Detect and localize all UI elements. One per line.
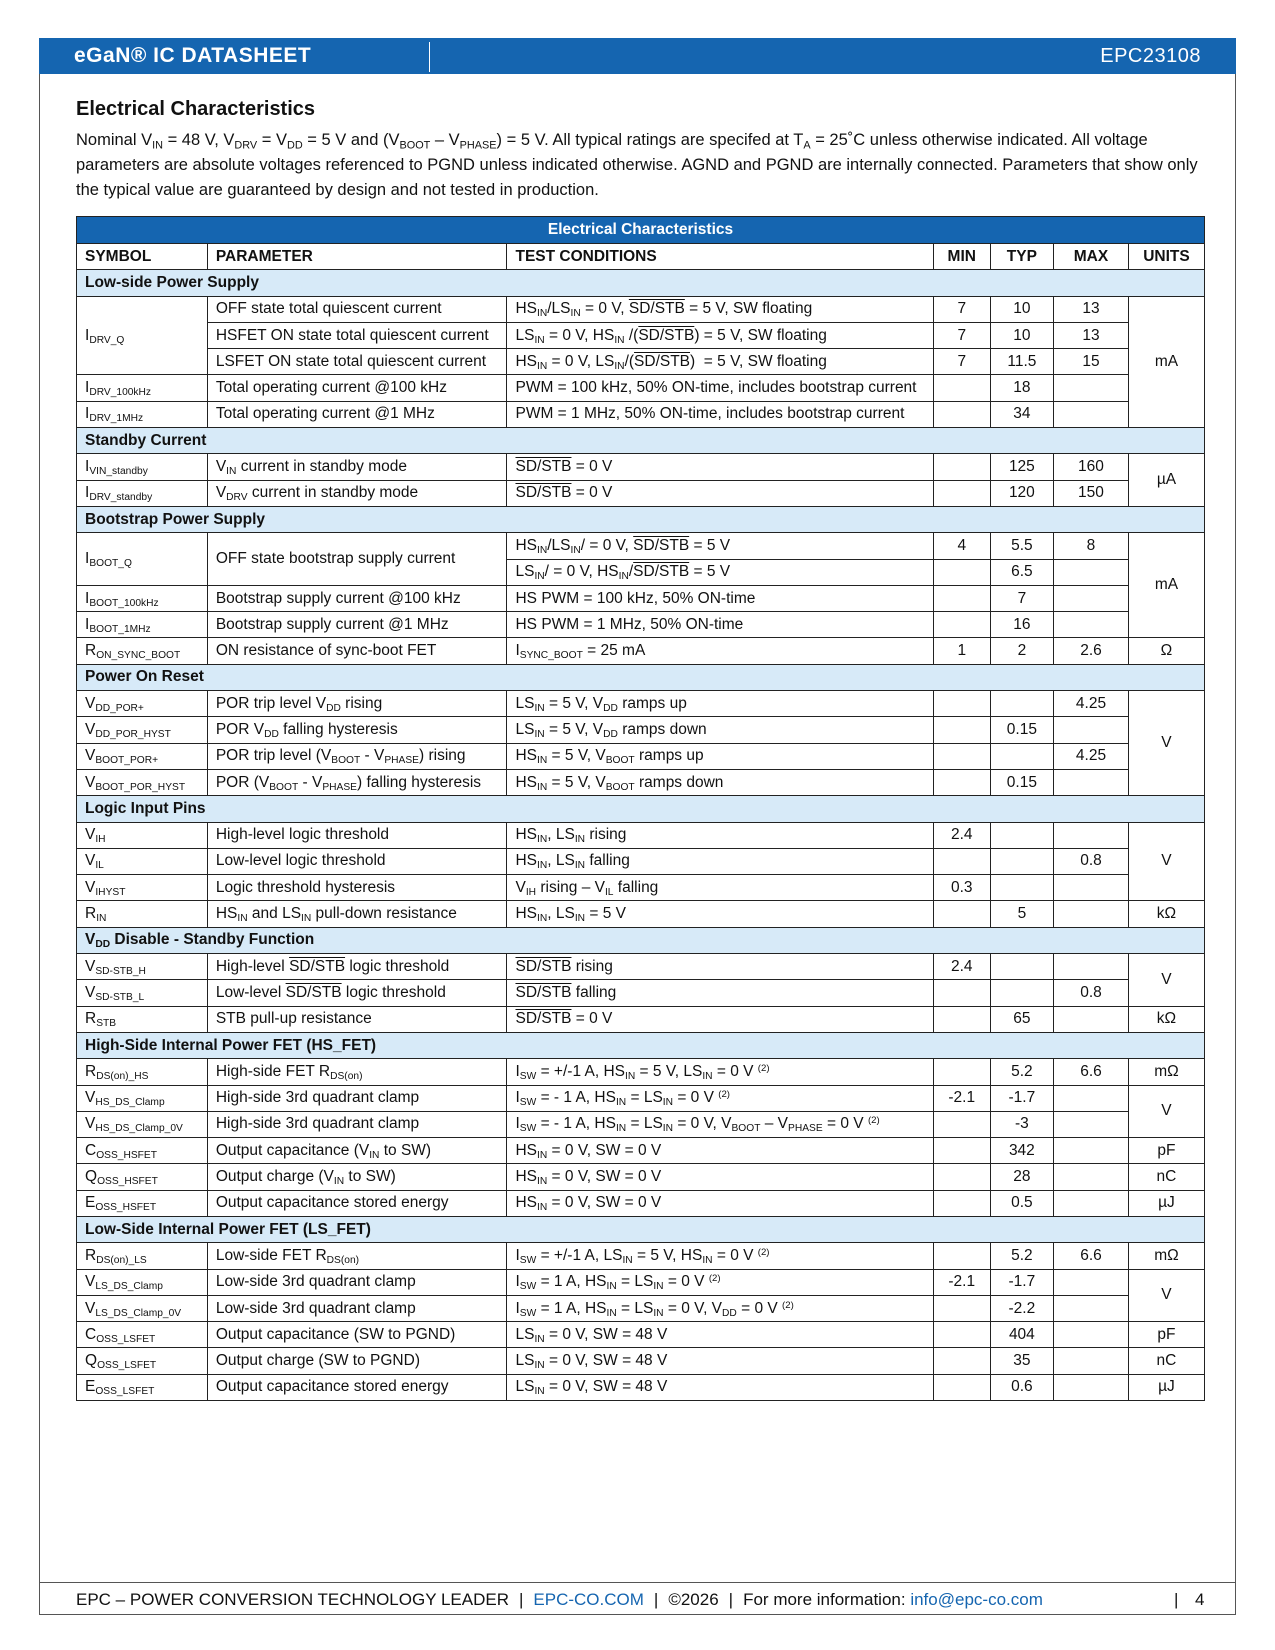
- parameter-cell: OFF state bootstrap supply current: [207, 533, 507, 586]
- col-max: MAX: [1054, 244, 1129, 270]
- parameter-cell: Output capacitance (SW to PGND): [207, 1322, 507, 1348]
- section-bootstrap-supply: Bootstrap Power Supply: [77, 506, 1205, 532]
- symbol-cell: $I_{DRV\_Q}$: [77, 296, 208, 375]
- conditions-cell: $I_{SW} = +/-1$ A, $HS_{IN} = 5$ V, $LS_{IN} = 0$ V $^{(2)}$: [507, 1059, 933, 1085]
- parameter-cell: Low-level SD/STB logic threshold: [207, 980, 507, 1006]
- symbol-cell: $Q_{OSS\_HSFET}$: [77, 1164, 208, 1190]
- parameter-cell: POR $(V_{BOOT} - V_{PHASE})$ falling hysteresis: [207, 769, 507, 795]
- symbol-cell: $R_{IN}$: [77, 901, 208, 927]
- typ-cell: 5.2: [990, 1059, 1053, 1085]
- datasheet-header: [39, 38, 1236, 74]
- typ-cell: 0.15: [990, 717, 1053, 743]
- conditions-cell: $I_{SW} = +/-1$ A, $LS_{IN} = 5$ V, $HS_{IN} = 0$ V $^{(2)}$: [507, 1243, 933, 1269]
- symbol-cell: $I_{DRV\_100kHz}$: [77, 375, 208, 401]
- header-brand: eGaN® IC DATASHEET: [74, 44, 312, 67]
- footer-site-link[interactable]: EPC-CO.COM: [533, 1590, 644, 1609]
- typ-cell: 11.5: [990, 349, 1053, 375]
- symbol-cell: $V_{DD\_POR\_HYST}$: [77, 717, 208, 743]
- min-cell: 7: [933, 296, 990, 322]
- footer: EPC – POWER CONVERSION TECHNOLOGY LEADER | EPC-CO.COM | ©2026 | For more information: info@epc-co.com: [76, 1590, 1043, 1609]
- conditions-cell: HS PWM = 100 kHz, 50% ON-time: [507, 585, 933, 611]
- typ-cell: 342: [990, 1138, 1053, 1164]
- parameter-cell: POR $V_{DD}$ falling hysteresis: [207, 717, 507, 743]
- min-cell: 2.4: [933, 954, 990, 980]
- symbol-cell: $V_{LS\_DS\_Clamp}$: [77, 1269, 208, 1295]
- typ-cell: 65: [990, 1006, 1053, 1032]
- typ-cell: 2: [990, 638, 1053, 664]
- symbol-cell: $I_{BOOT\_100kHz}$: [77, 585, 208, 611]
- parameter-cell: $V_{DRV}$ current in standby mode: [207, 480, 507, 506]
- electrical-characteristics-table: [76, 216, 1205, 1401]
- conditions-cell: $LS_{IN}/ = 0$ V, $HS_{IN}/SD$/STB = 5 V: [507, 559, 933, 585]
- conditions-cell: SD/STB falling: [507, 980, 933, 1006]
- conditions-cell: PWM = 100 kHz, 50% ON-time, includes bootstrap current: [507, 375, 933, 401]
- typ-cell: 0.15: [990, 769, 1053, 795]
- min-cell: 1: [933, 638, 990, 664]
- min-cell: 7: [933, 322, 990, 348]
- typ-cell: 10: [990, 322, 1053, 348]
- units-cell: V: [1128, 954, 1204, 1007]
- min-cell: 2.4: [933, 822, 990, 848]
- units-cell: nC: [1128, 1164, 1204, 1190]
- symbol-cell: $V_{DD\_POR+}$: [77, 691, 208, 717]
- units-cell: mA: [1128, 533, 1204, 638]
- table-row: [77, 769, 1205, 795]
- symbol-cell: $I_{DRV\_standby}$: [77, 480, 208, 506]
- conditions-cell: $LS_{IN} = 0$ V, SW = 48 V: [507, 1322, 933, 1348]
- symbol-cell: $I_{VIN\_standby}$: [77, 454, 208, 480]
- typ-cell: -3: [990, 1111, 1053, 1137]
- symbol-cell: $C_{OSS\_HSFET}$: [77, 1138, 208, 1164]
- parameter-cell: Low-side 3rd quadrant clamp: [207, 1295, 507, 1321]
- col-min: MIN: [933, 244, 990, 270]
- table-row: [77, 454, 1205, 480]
- symbol-cell: $I_{BOOT\_1MHz}$: [77, 612, 208, 638]
- conditions-cell: $HS_{IN}/LS_{IN}/ = 0$ V, SD/STB = 5 V: [507, 533, 933, 559]
- symbol-cell: $Q_{OSS\_LSFET}$: [77, 1348, 208, 1374]
- col-units: UNITS: [1128, 244, 1204, 270]
- conditions-cell: SD/STB rising: [507, 954, 933, 980]
- max-cell: 2.6: [1054, 638, 1129, 664]
- conditions-cell: $I_{SW} = 1$ A, $HS_{IN} = LS_{IN} = 0$ V, $V_{DD} = 0$ V $^{(2)}$: [507, 1295, 933, 1321]
- col-conditions: TEST CONDITIONS: [507, 244, 933, 270]
- section-hs-fet: High-Side Internal Power FET (HS_FET): [77, 1032, 1205, 1058]
- max-cell: 4.25: [1054, 691, 1129, 717]
- table-row: [77, 401, 1205, 427]
- typ-cell: 404: [990, 1322, 1053, 1348]
- conditions-cell: $I_{SW} = 1$ A, $HS_{IN} = LS_{IN} = 0$ V $^{(2)}$: [507, 1269, 933, 1295]
- max-cell: 150: [1054, 480, 1129, 506]
- parameter-cell: OFF state total quiescent current: [207, 296, 507, 322]
- table-row: [77, 1348, 1205, 1374]
- typ-cell: 7: [990, 585, 1053, 611]
- table-row: [77, 743, 1205, 769]
- table-row: [77, 954, 1205, 980]
- section-power-on-reset: Power On Reset: [77, 664, 1205, 690]
- section-vdd-disable: $V_{DD}$ Disable - Standby Function: [77, 927, 1205, 953]
- typ-cell: 5.2: [990, 1243, 1053, 1269]
- table-row: [77, 585, 1205, 611]
- symbol-cell: $R_{DS(on)\_LS}$: [77, 1243, 208, 1269]
- section-logic-input-pins: Logic Input Pins: [77, 796, 1205, 822]
- parameter-cell: Low-side FET $R_{DS(on)}$: [207, 1243, 507, 1269]
- parameter-cell: High-side 3rd quadrant clamp: [207, 1085, 507, 1111]
- symbol-cell: $E_{OSS\_LSFET}$: [77, 1374, 208, 1400]
- conditions-cell: $HS_{IN} = 5$ V, $V_{BOOT}$ ramps up: [507, 743, 933, 769]
- conditions-cell: $HS_{IN}/LS_{IN} = 0$ V, SD/STB = 5 V, SW floating: [507, 296, 933, 322]
- units-cell: mA: [1128, 296, 1204, 427]
- conditions-cell: $LS_{IN} = 5$ V, $V_{DD}$ ramps down: [507, 717, 933, 743]
- units-cell: V: [1128, 1085, 1204, 1138]
- table-row: [77, 901, 1205, 927]
- parameter-cell: Bootstrap supply current @100 kHz: [207, 585, 507, 611]
- header-divider: [429, 42, 430, 72]
- conditions-cell: $HS_{IN} = 5$ V, $V_{BOOT}$ ramps down: [507, 769, 933, 795]
- parameter-cell: $HS_{IN}$ and $LS_{IN}$ pull-down resistance: [207, 901, 507, 927]
- section-standby-current: Standby Current: [77, 428, 1205, 454]
- header-part-number: EPC23108: [1100, 45, 1201, 67]
- max-cell: 13: [1054, 322, 1129, 348]
- footer-more-info: For more information:: [743, 1590, 906, 1609]
- conditions-cell: $LS_{IN} = 5$ V, $V_{DD}$ ramps up: [507, 691, 933, 717]
- parameter-cell: Output capacitance ($V_{IN}$ to SW): [207, 1138, 507, 1164]
- symbol-cell: $V_{IH}$: [77, 822, 208, 848]
- typ-cell: 28: [990, 1164, 1053, 1190]
- typ-cell: 0.5: [990, 1190, 1053, 1216]
- page-divider: |: [1174, 1590, 1179, 1609]
- conditions-cell: $I_{SW}$ = - 1 A, $HS_{IN} = LS_{IN} = 0$ V, $V_{BOOT} - V_{PHASE} = 0$ V $^{(2)}$: [507, 1111, 933, 1137]
- table-row: [77, 1374, 1205, 1400]
- units-cell: nC: [1128, 1348, 1204, 1374]
- units-cell: pF: [1128, 1138, 1204, 1164]
- units-cell: kΩ: [1128, 901, 1204, 927]
- max-cell: 6.6: [1054, 1243, 1129, 1269]
- parameter-cell: High-level SD/STB logic threshold: [207, 954, 507, 980]
- units-cell: µJ: [1128, 1190, 1204, 1216]
- table-row: [77, 691, 1205, 717]
- table-row: [77, 322, 1205, 348]
- symbol-cell: $R_{STB}$: [77, 1006, 208, 1032]
- min-cell: -2.1: [933, 1085, 990, 1111]
- table-row: [77, 480, 1205, 506]
- col-symbol: SYMBOL: [77, 244, 208, 270]
- max-cell: 4.25: [1054, 743, 1129, 769]
- parameter-cell: HSFET ON state total quiescent current: [207, 322, 507, 348]
- conditions-cell: $I_{SW}$ = - 1 A, $HS_{IN} = LS_{IN} = 0$ V $^{(2)}$: [507, 1085, 933, 1111]
- table-row: [77, 612, 1205, 638]
- typ-cell: 34: [990, 401, 1053, 427]
- table-row: [77, 822, 1205, 848]
- table-title: Electrical Characteristics: [77, 217, 1205, 244]
- symbol-cell: $V_{IL}$: [77, 848, 208, 874]
- symbol-cell: $V_{BOOT\_POR+}$: [77, 743, 208, 769]
- parameter-cell: POR trip level $(V_{BOOT} - V_{PHASE})$ rising: [207, 743, 507, 769]
- units-cell: V: [1128, 691, 1204, 796]
- intro-paragraph: Nominal $V_{IN} = 48$ V, $V_{DRV} = V_{DD} = 5$ V and $(V_{BOOT} - V_{PHASE}) = 5$ V. All typical ratings are specifed at $T_A$ = 25˚C unless otherwise indicated. All voltage parameters are absolute voltages referenced to PGND unless indicated otherwise. AGND and PGND are internally connected. Parameters that show only the typical value are guaranteed by design and not tested in production.: [76, 131, 1198, 199]
- symbol-cell: $V_{BOOT\_POR\_HYST}$: [77, 769, 208, 795]
- min-cell: 0.3: [933, 875, 990, 901]
- parameter-cell: High-side 3rd quadrant clamp: [207, 1111, 507, 1137]
- parameter-cell: High-side FET $R_{DS(on)}$: [207, 1059, 507, 1085]
- col-parameter: PARAMETER: [207, 244, 507, 270]
- table-row: [77, 1269, 1205, 1295]
- symbol-cell: $E_{OSS\_HSFET}$: [77, 1190, 208, 1216]
- conditions-cell: HS PWM = 1 MHz, 50% ON-time: [507, 612, 933, 638]
- conditions-cell: $HS_{IN} = 0$ V, SW = 0 V: [507, 1190, 933, 1216]
- parameter-cell: LSFET ON state total quiescent current: [207, 349, 507, 375]
- parameter-cell: Low-side 3rd quadrant clamp: [207, 1269, 507, 1295]
- typ-cell: 0.6: [990, 1374, 1053, 1400]
- max-cell: 0.8: [1054, 848, 1129, 874]
- table-row: [77, 1190, 1205, 1216]
- parameter-cell: High-level logic threshold: [207, 822, 507, 848]
- conditions-cell: SD/STB = 0 V: [507, 480, 933, 506]
- conditions-cell: $HS_{IN}$, $LS_{IN}$ rising: [507, 822, 933, 848]
- footer-rule: [39, 1582, 1236, 1583]
- parameter-cell: Low-level logic threshold: [207, 848, 507, 874]
- table-row: [77, 1243, 1205, 1269]
- units-cell: kΩ: [1128, 1006, 1204, 1032]
- parameter-cell: POR trip level $V_{DD}$ rising: [207, 691, 507, 717]
- typ-cell: 10: [990, 296, 1053, 322]
- parameter-cell: Bootstrap supply current @1 MHz: [207, 612, 507, 638]
- conditions-cell: SD/STB = 0 V: [507, 454, 933, 480]
- table-row: [77, 638, 1205, 664]
- min-cell: 7: [933, 349, 990, 375]
- table-header-row: [77, 244, 1205, 270]
- table-row: [77, 375, 1205, 401]
- footer-copyright: ©2026: [668, 1590, 719, 1609]
- conditions-cell: PWM = 1 MHz, 50% ON-time, includes bootstrap current: [507, 401, 933, 427]
- symbol-cell: $C_{OSS\_LSFET}$: [77, 1322, 208, 1348]
- typ-cell: 120: [990, 480, 1053, 506]
- symbol-cell: $V_{SD-STB\_L}$: [77, 980, 208, 1006]
- symbol-cell: $I_{BOOT\_Q}$: [77, 533, 208, 586]
- units-cell: mΩ: [1128, 1243, 1204, 1269]
- units-cell: pF: [1128, 1322, 1204, 1348]
- max-cell: 8: [1054, 533, 1129, 559]
- max-cell: 15: [1054, 349, 1129, 375]
- table-row: [77, 533, 1205, 559]
- parameter-cell: STB pull-up resistance: [207, 1006, 507, 1032]
- section-low-side-supply: Low-side Power Supply: [77, 270, 1205, 296]
- units-cell: Ω: [1128, 638, 1204, 664]
- table-row: [77, 1164, 1205, 1190]
- symbol-cell: $V_{LS\_DS\_Clamp\_0V}$: [77, 1295, 208, 1321]
- symbol-cell: $V_{HS\_DS\_Clamp\_0V}$: [77, 1111, 208, 1137]
- parameter-cell: Output capacitance stored energy: [207, 1190, 507, 1216]
- table-row: [77, 980, 1205, 1006]
- parameter-cell: Output capacitance stored energy: [207, 1374, 507, 1400]
- table-row: [77, 848, 1205, 874]
- table-row: [77, 296, 1205, 322]
- conditions-cell: $LS_{IN} = 0$ V, SW = 48 V: [507, 1348, 933, 1374]
- col-typ: TYP: [990, 244, 1053, 270]
- conditions-cell: $LS_{IN} = 0$ V, $HS_{IN}$ /(SD/STB) = 5 V, SW floating: [507, 322, 933, 348]
- typ-cell: 6.5: [990, 559, 1053, 585]
- parameter-cell: ON resistance of sync-boot FET: [207, 638, 507, 664]
- units-cell: V: [1128, 822, 1204, 901]
- table-row: [77, 1295, 1205, 1321]
- conditions-cell: $LS_{IN} = 0$ V, SW = 48 V: [507, 1374, 933, 1400]
- symbol-cell: $I_{DRV\_1MHz}$: [77, 401, 208, 427]
- typ-cell: 18: [990, 375, 1053, 401]
- conditions-cell: SD/STB = 0 V: [507, 1006, 933, 1032]
- conditions-cell: $HS_{IN} = 0$ V, SW = 0 V: [507, 1138, 933, 1164]
- page-number: 4: [1195, 1590, 1205, 1609]
- min-cell: 4: [933, 533, 990, 559]
- conditions-cell: $V_{IH}$ rising – $V_{IL}$ falling: [507, 875, 933, 901]
- min-cell: -2.1: [933, 1269, 990, 1295]
- conditions-cell: $I_{SYNC\_BOOT} = 25$ mA: [507, 638, 933, 664]
- units-cell: mΩ: [1128, 1059, 1204, 1085]
- conditions-cell: $HS_{IN}$, $LS_{IN} = 5$ V: [507, 901, 933, 927]
- footer-company: EPC – POWER CONVERSION TECHNOLOGY LEADER: [76, 1590, 509, 1609]
- parameter-cell: Output charge ($V_{IN}$ to SW): [207, 1164, 507, 1190]
- symbol-cell: $R_{DS(on)\_HS}$: [77, 1059, 208, 1085]
- typ-cell: 16: [990, 612, 1053, 638]
- typ-cell: 5: [990, 901, 1053, 927]
- conditions-cell: $HS_{IN}$, $LS_{IN}$ falling: [507, 848, 933, 874]
- symbol-cell: $V_{IHYST}$: [77, 875, 208, 901]
- units-cell: V: [1128, 1269, 1204, 1322]
- section-ls-fet: Low-Side Internal Power FET (LS_FET): [77, 1216, 1205, 1242]
- table-row: [77, 1059, 1205, 1085]
- table-row: [77, 1322, 1205, 1348]
- section-title: Electrical Characteristics: [76, 98, 316, 120]
- typ-cell: -1.7: [990, 1269, 1053, 1295]
- max-cell: 6.6: [1054, 1059, 1129, 1085]
- table-row: [77, 1085, 1205, 1111]
- max-cell: 0.8: [1054, 980, 1129, 1006]
- table-row: [77, 875, 1205, 901]
- units-cell: µJ: [1128, 1374, 1204, 1400]
- units-cell: µA: [1128, 454, 1204, 507]
- footer-email-link[interactable]: info@epc-co.com: [910, 1590, 1043, 1609]
- typ-cell: 5.5: [990, 533, 1053, 559]
- max-cell: 13: [1054, 296, 1129, 322]
- table-row: [77, 1111, 1205, 1137]
- typ-cell: -1.7: [990, 1085, 1053, 1111]
- parameter-cell: Output charge (SW to PGND): [207, 1348, 507, 1374]
- conditions-cell: $HS_{IN} = 0$ V, $LS_{IN}/(SD/STB) = 5$ V, SW floating: [507, 349, 933, 375]
- parameter-cell: Total operating current @100 kHz: [207, 375, 507, 401]
- table-row: [77, 717, 1205, 743]
- symbol-cell: $V_{HS\_DS\_Clamp}$: [77, 1085, 208, 1111]
- conditions-cell: $HS_{IN} = 0$ V, SW = 0 V: [507, 1164, 933, 1190]
- typ-cell: 35: [990, 1348, 1053, 1374]
- symbol-cell: $R_{ON\_SYNC\_BOOT}$: [77, 638, 208, 664]
- typ-cell: 125: [990, 454, 1053, 480]
- table-row: [77, 349, 1205, 375]
- table-row: [77, 1006, 1205, 1032]
- max-cell: 160: [1054, 454, 1129, 480]
- parameter-cell: Total operating current @1 MHz: [207, 401, 507, 427]
- table-row: [77, 1138, 1205, 1164]
- parameter-cell: Logic threshold hysteresis: [207, 875, 507, 901]
- typ-cell: -2.2: [990, 1295, 1053, 1321]
- parameter-cell: $V_{IN}$ current in standby mode: [207, 454, 507, 480]
- symbol-cell: $V_{SD-STB\_H}$: [77, 954, 208, 980]
